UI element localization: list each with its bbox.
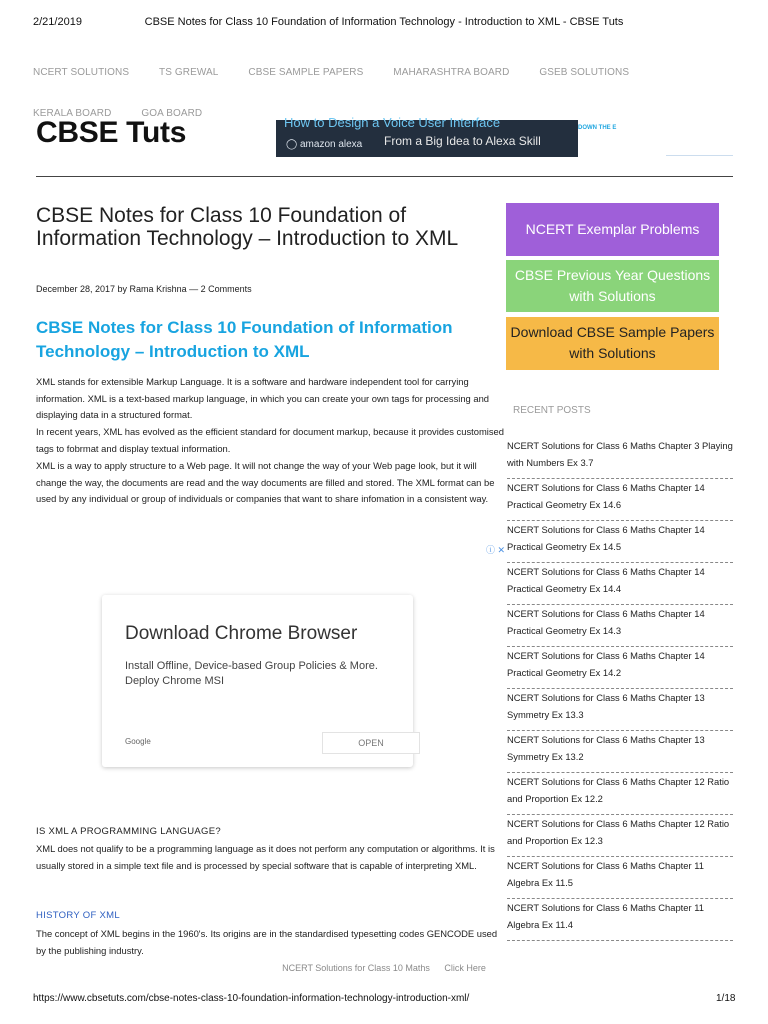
chrome-ad-description: Install Offline, Device-based Group Policies & More. Deploy Chrome MSI [125,660,378,687]
recent-post-link[interactable]: NCERT Solutions for Class 6 Maths Chapter 3 Playing with Numbers Ex 3.7 [507,437,733,479]
post-paragraph: XML is a way to apply structure to a Web page. It will not change the way of your Web page look, but it will change the way, the documents are read and the way documents are filled and stored. The XML format can be used by any individual or group of individuals or companies that want to share infomation in a consistent way. [36,460,495,504]
nav-item-goa-board[interactable]: GOA BOARD [141,108,203,119]
alexa-ad-banner[interactable] [276,115,578,157]
nav-item-kerala-board[interactable]: KERALA BOARD [33,108,112,119]
chrome-ad-advertiser: Google [125,737,151,746]
print-page-number: 1/18 [716,993,736,1004]
recent-post-link[interactable]: NCERT Solutions for Class 6 Maths Chapter 11 Algebra Ex 11.4 [507,899,733,941]
ad-banner-headline: How to Design a Voice User Interface [284,115,501,130]
post-title: CBSE Notes for Class 10 Foundation of Information Technology – Introduction to XML [36,204,459,250]
ad-banner-tagline: From a Big Idea to Alexa Skill [384,134,541,148]
recent-post-link[interactable]: NCERT Solutions for Class 6 Maths Chapter 12 Ratio and Proportion Ex 12.2 [507,773,733,815]
ncert-exemplar-button[interactable]: NCERT Exemplar Problems [506,203,719,256]
print-url: https://www.cbsetuts.com/cbse-notes-class-10-foundation-information-technology-introduction-xml/ [33,993,470,1004]
chrome-ad-card[interactable] [102,595,413,767]
post-paragraph: XML stands for extensible Markup Language. It is a software and hardware independent tool for carrying information. XML is a text-based markup language, in which you can create your own tags for processing and displaying data in a structured format. [36,376,490,420]
header-divider [36,176,733,177]
sample-papers-button[interactable]: Download CBSE Sample Papers with Solutions [506,317,719,370]
previous-year-questions-button[interactable]: CBSE Previous Year Questions with Solutions [506,260,719,312]
recent-posts-list [507,437,733,941]
footer-promo-link[interactable]: NCERT Solutions for Class 10 Maths [282,963,430,973]
recent-post-link[interactable]: NCERT Solutions for Class 6 Maths Chapter 14 Practical Geometry Ex 14.6 [507,479,733,521]
print-date: 2/21/2019 [33,16,82,28]
site-logo[interactable]: CBSE Tuts [36,116,187,149]
recent-post-link[interactable]: NCERT Solutions for Class 6 Maths Chapter 12 Ratio and Proportion Ex 12.3 [507,815,733,857]
nav-item-ts-grewal[interactable]: TS GREWAL [159,67,219,78]
recent-posts-heading: RECENT POSTS [513,405,591,416]
nav-item-maharashtra-board[interactable]: MAHARASHTRA BOARD [393,67,510,78]
ad-side-rule [666,155,733,156]
nav-item-cbse-sample-papers[interactable]: CBSE SAMPLE PAPERS [248,67,364,78]
recent-post-link[interactable]: NCERT Solutions for Class 6 Maths Chapter 13 Symmetry Ex 13.3 [507,689,733,731]
post-subtitle: CBSE Notes for Class 10 Foundation of Information Technology – Introduction to XML [36,318,453,361]
post-paragraph: XML does not qualify to be a programming language as it does not perform any computation or algorithms. It is usually stored in a simple text file and is processed by special software that is capable of interpreting XML. [36,843,495,871]
post-paragraph: The concept of XML begins in the 1960's. Its origins are in the standardised typesetting codes GENCODE used by the publishing industry. [36,928,498,956]
footer-click-here-button[interactable]: Click Here [444,963,486,973]
ad-side-text: DOWN THE E [578,125,617,131]
nav-item-ncert-solutions[interactable]: NCERT SOLUTIONS [33,67,130,78]
recent-post-link[interactable]: NCERT Solutions for Class 6 Maths Chapter 14 Practical Geometry Ex 14.4 [507,563,733,605]
sticky-footer-bar [0,963,768,973]
alexa-ring-icon: ◯ [286,139,298,150]
recent-post-link[interactable]: NCERT Solutions for Class 6 Maths Chapter 11 Algebra Ex 11.5 [507,857,733,899]
nav-item-gseb-solutions[interactable]: GSEB SOLUTIONS [539,67,630,78]
ad-banner-side[interactable] [578,120,733,157]
chrome-ad-open-button[interactable]: OPEN [322,732,420,754]
chrome-ad-title: Download Chrome Browser [125,623,358,644]
recent-post-link[interactable]: NCERT Solutions for Class 6 Maths Chapter 13 Symmetry Ex 13.2 [507,731,733,773]
ad-choices-icon[interactable]: ⓘ ✕ [486,545,506,555]
print-page-title: CBSE Notes for Class 10 Foundation of Information Technology - Introduction to XML - CBSE Tuts [144,16,624,28]
recent-post-link[interactable]: NCERT Solutions for Class 6 Maths Chapter 14 Practical Geometry Ex 14.2 [507,647,733,689]
recent-post-link[interactable]: NCERT Solutions for Class 6 Maths Chapter 14 Practical Geometry Ex 14.5 [507,521,733,563]
post-meta: December 28, 2017 by Rama Krishna — 2 Comments [36,284,252,294]
ad-banner-brand: ◯ amazon alexa [286,139,363,150]
post-paragraph: In recent years, XML has evolved as the efficient standard for document markup, because it provides customised tags to fobrmat and display textual information. [36,426,504,454]
section-heading-programming: IS XML A PROGRAMMING LANGUAGE? [36,826,221,837]
section-heading-history[interactable]: HISTORY OF XML [36,910,120,921]
recent-post-link[interactable]: NCERT Solutions for Class 6 Maths Chapter 14 Practical Geometry Ex 14.3 [507,605,733,647]
